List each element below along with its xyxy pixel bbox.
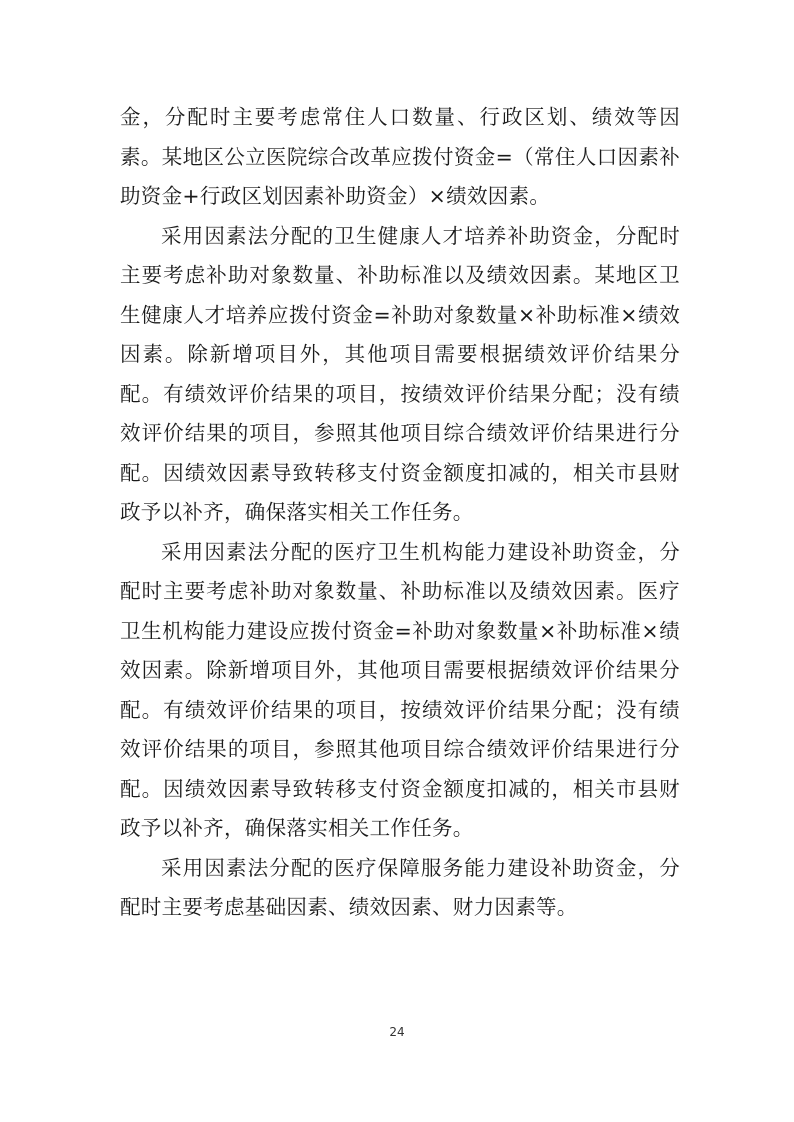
body-text: [120, 98, 680, 928]
paragraph-medical-security-funds: 采用因素法分配的医疗保障服务能力建设补助资金，分配时主要考虑基础因素、绩效因素、财力因素等。: [120, 855, 680, 919]
page-number: 24: [389, 1025, 405, 1039]
paragraph-continuation: 金，分配时主要考虑常住人口数量、行政区划、绩效等因素。某地区公立医院综合改革应拨付资金=（常住人口因素补助资金+行政区划因素补助资金）×绩效因素。: [120, 105, 680, 208]
paragraph-talent-training-funds: 采用因素法分配的卫生健康人才培养补助资金，分配时主要考虑补助对象数量、补助标准以及绩效因素。某地区卫生健康人才培养应拨付资金=补助对象数量×补助标准×绩效因素。除新增项目外，其他项目需要根据绩效评价结果分配。有绩效评价结果的项目，按绩效评价结果分配；没有绩效评价结果的项目，参照其他项目综合绩效评价结果进行分配。因绩效因素导致转移支付资金额度扣减的，相关市县财政予以补齐，确保落实相关工作任务。: [120, 223, 680, 524]
paragraph-institution-capacity-funds: 采用因素法分配的医疗卫生机构能力建设补助资金，分配时主要考虑补助对象数量、补助标准以及绩效因素。医疗卫生机构能力建设应拨付资金=补助对象数量×补助标准×绩效因素。除新增项目外，其他项目需要根据绩效评价结果分配。有绩效评价结果的项目，按绩效评价结果分配；没有绩效评价结果的项目，参照其他项目综合绩效评价结果进行分配。因绩效因素导致转移支付资金额度扣减的，相关市县财政予以补齐，确保落实相关工作任务。: [120, 539, 680, 840]
